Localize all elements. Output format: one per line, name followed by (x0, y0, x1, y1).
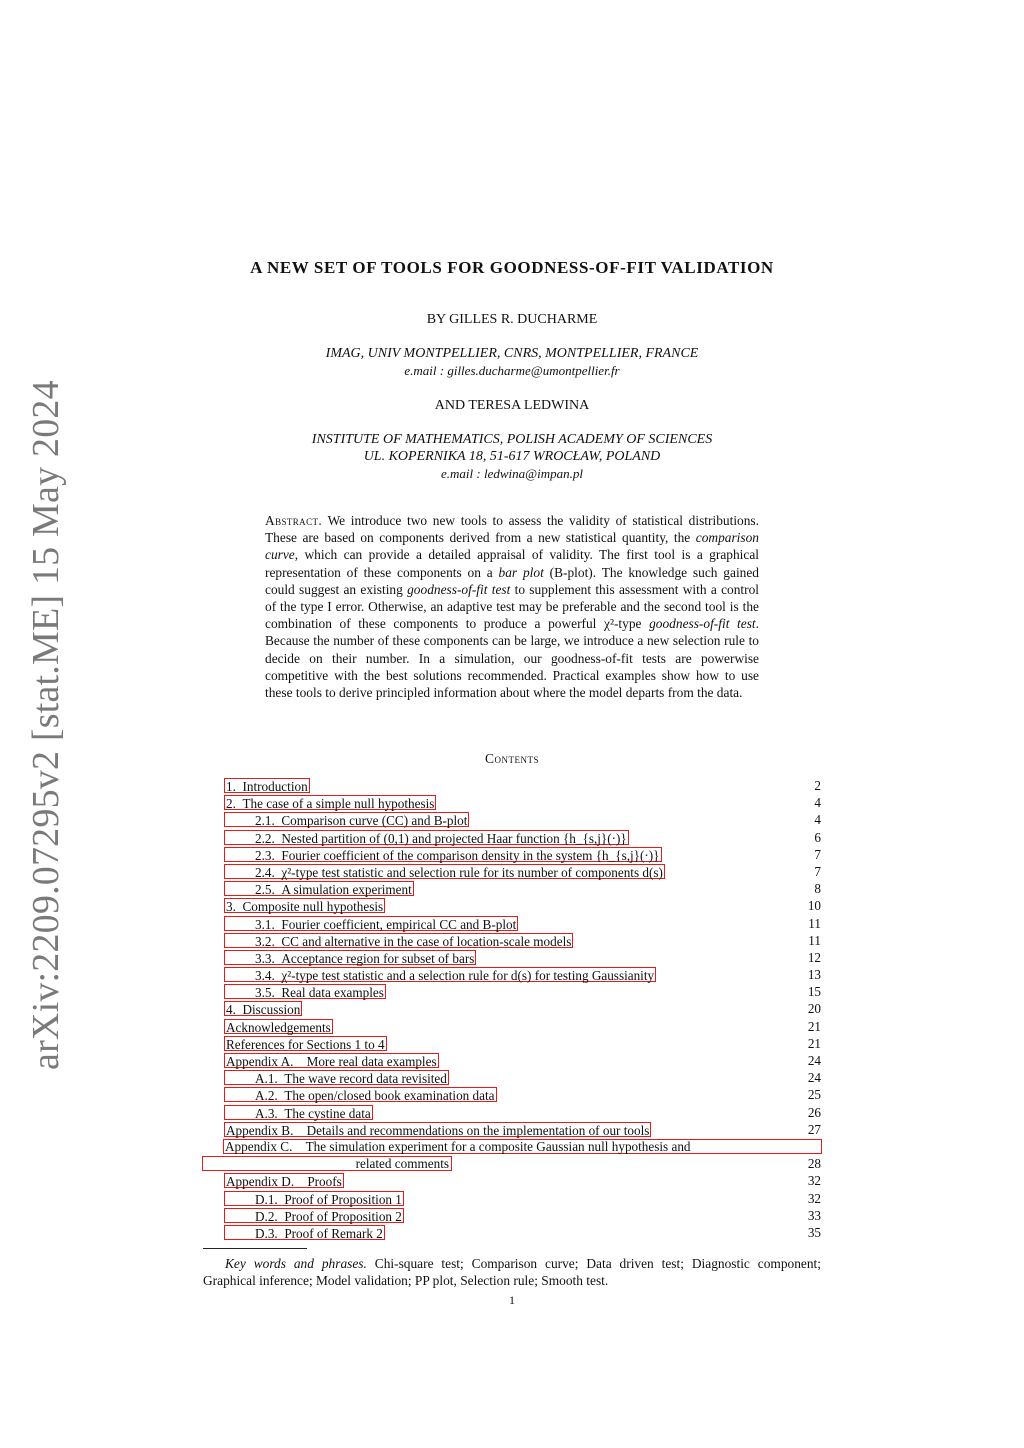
toc-page: 20 (807, 1001, 821, 1017)
toc-row (203, 794, 821, 811)
toc-number: 3.2. (255, 933, 275, 949)
toc-row (203, 829, 821, 846)
toc-row (203, 1069, 821, 1086)
affiliation-2a: INSTITUTE OF MATHEMATICS, POLISH ACADEMY OF SCIENCES (311, 432, 713, 447)
toc-link[interactable] (224, 1036, 387, 1051)
toc-label: References for Sections 1 to 4 (226, 1036, 385, 1052)
toc-link[interactable] (224, 967, 656, 982)
toc-label: The case of a simple null hypothesis (242, 796, 435, 812)
toc-link[interactable] (224, 916, 518, 931)
toc-link[interactable] (224, 1001, 302, 1016)
toc-page: 4 (814, 795, 821, 811)
abstract-term: bar plot (498, 564, 544, 580)
keywords-text: Chi-square test; Comparison curve; Data driven test; Diagnostic component; Graphical inference; Model validation; PP plot, Selection rule; Smooth test. (203, 1256, 821, 1288)
toc-label: Fourier coefficient, empirical CC and B-plot (281, 916, 517, 932)
toc-label: χ²-type test statistic and selection rule for its number of components d(s) (281, 864, 663, 880)
keywords-lead: Key words and phrases. (225, 1256, 367, 1271)
affiliation-2b: UL. KOPERNIKA 18, 51-617 WROCŁAW, POLAND (363, 449, 661, 464)
toc-link[interactable] (224, 1173, 344, 1188)
toc-row (203, 983, 821, 1000)
toc-page: 6 (814, 829, 821, 845)
toc-link[interactable] (224, 812, 469, 827)
toc-link[interactable] (224, 898, 385, 913)
toc-number: 1. (226, 779, 236, 794)
toc-label: Discussion (242, 1002, 301, 1018)
author-1: BY GILLES R. DUCHARME (426, 312, 598, 327)
toc-page: 12 (807, 949, 821, 965)
toc-page: 11 (808, 915, 821, 931)
toc-row (203, 1207, 821, 1224)
toc-page: 13 (807, 967, 821, 983)
toc-link[interactable] (224, 847, 662, 862)
toc-number: 2.2. (255, 830, 275, 846)
toc-row (203, 949, 821, 966)
toc-label: Fourier coefficient of the comparison density in the system {h_{s,j}(·)} (281, 847, 660, 863)
toc-label: Composite null hypothesis (242, 899, 384, 915)
toc-page: 2 (814, 778, 821, 793)
toc-page: 33 (807, 1207, 821, 1223)
toc-row (203, 1224, 821, 1241)
toc-number: 3. (226, 899, 236, 915)
toc-row (203, 846, 821, 863)
toc-page: 32 (807, 1190, 821, 1206)
toc-number: D.1. (255, 1191, 278, 1207)
keywords (203, 1255, 821, 1289)
toc-number: 2.4. (255, 864, 275, 880)
toc-row (203, 777, 821, 794)
toc-label: A simulation experiment (281, 882, 412, 898)
toc-page: 7 (814, 863, 821, 879)
toc-link[interactable] (224, 1087, 497, 1102)
toc-label: CC and alternative in the case of location-scale models (281, 933, 572, 949)
toc-page: 4 (814, 812, 821, 828)
toc-row (203, 1104, 821, 1121)
toc-number: Appendix D. (226, 1174, 295, 1190)
toc-link[interactable] (224, 950, 476, 965)
toc-row (203, 1138, 821, 1172)
toc-row (203, 1035, 821, 1052)
toc-row (203, 863, 821, 880)
toc-row (203, 1172, 821, 1189)
email-2: e.mail : ledwina@impan.pl (441, 466, 583, 481)
author-2: AND TERESA LEDWINA (434, 398, 590, 413)
toc-label: Comparison curve (CC) and B-plot (281, 813, 468, 829)
toc-number: D.2. (255, 1208, 278, 1224)
affiliation-1: IMAG, UNIV MONTPELLIER, CNRS, MONTPELLIER, FRANCE (325, 346, 699, 361)
toc-label: χ²-type test statistic and a selection rule for d(s) for testing Gaussianity (281, 968, 655, 984)
toc-label: The open/closed book examination data (284, 1088, 495, 1104)
toc-label: Proof of Proposition 1 (284, 1191, 402, 1207)
toc-row (203, 1000, 821, 1017)
toc-row (203, 1018, 821, 1035)
toc-link[interactable] (224, 1019, 333, 1034)
toc-label: The wave record data revisited (284, 1071, 447, 1087)
toc-link[interactable] (224, 1105, 373, 1120)
toc-link[interactable] (224, 881, 414, 896)
toc-label-continued: related comments (202, 1156, 452, 1171)
toc-row (203, 1121, 821, 1138)
page-number: 1 (509, 1293, 515, 1307)
toc-row (203, 1052, 821, 1069)
toc-number: Appendix C. (225, 1138, 293, 1154)
abstract-term: comparison curve (265, 530, 759, 563)
toc-page: 15 (807, 984, 821, 1000)
abstract-term: goodness-of-fit test (649, 616, 756, 632)
toc-label: Details and recommendations on the implementation of our tools (306, 1122, 650, 1138)
toc-page: 27 (807, 1121, 821, 1137)
toc-number: 3.4. (255, 968, 275, 984)
toc-number: A.3. (255, 1105, 278, 1121)
toc-page: 10 (807, 898, 821, 914)
toc-label: More real data examples (306, 1054, 437, 1069)
toc-link[interactable] (224, 1225, 385, 1240)
abstract-heading: Abstract. (265, 513, 323, 528)
toc-label: Acknowledgements (226, 1019, 331, 1035)
toc-number: A.2. (255, 1088, 278, 1104)
toc-row (203, 915, 821, 932)
toc-link[interactable] (224, 830, 629, 845)
toc-number: 3.1. (255, 916, 275, 932)
toc-number: 3.5. (255, 985, 275, 1001)
toc-link[interactable] (224, 1070, 449, 1085)
toc-label: Acceptance region for subset of bars (281, 950, 475, 966)
toc-link[interactable] (224, 984, 386, 999)
toc-row (203, 932, 821, 949)
toc-link[interactable] (224, 1208, 404, 1223)
toc-row (203, 966, 821, 983)
toc-row (203, 1086, 821, 1103)
toc-number: 2.3. (255, 847, 275, 863)
abstract-text: , which can provide a detailed appraisal of validity. The first tool is a graphical representation of these components on a (265, 547, 759, 580)
toc-number: 3.3. (255, 950, 275, 966)
toc-link[interactable] (224, 864, 665, 879)
toc-label: Nested partition of (0,1) and projected Haar function {h_{s,j}(·)} (281, 830, 627, 846)
paper-title: A NEW SET OF TOOLS FOR GOODNESS-OF-FIT VALIDATION (250, 258, 774, 277)
abstract-text: to supplement this assessment with a control of the type I error. Otherwise, an adaptive test may be preferable and the second tool is the combination of these components to produce a powerful χ²-type (265, 581, 759, 632)
toc-link[interactable] (224, 1191, 404, 1206)
abstract-text: We introduce two new tools to assess the validity of statistical distributions. These are based on components derived from a new statistical quantity, the (265, 513, 759, 546)
toc-page: 11 (808, 932, 821, 948)
toc-label: Proofs (307, 1174, 342, 1190)
toc-row (203, 811, 821, 828)
toc-row (203, 897, 821, 914)
toc-number: 2.5. (255, 882, 275, 898)
contents-heading: Contents (484, 751, 539, 766)
toc-page: 7 (814, 846, 821, 862)
toc-number: 2. (226, 796, 236, 812)
toc-link[interactable] (224, 795, 436, 810)
toc-page: 32 (807, 1173, 821, 1189)
abstract-text: . Because the number of these components can be large, we introduce a new selection rule to decide on their number. In a simulation, our goodness-of-fit tests are powerwise competitive with the best solutions recommended. Practical examples show how to use these tools to derive principled information about where the model departs from the data. (265, 616, 759, 701)
toc-label: Proof of Proposition 2 (284, 1208, 402, 1224)
abstract (265, 512, 759, 701)
toc-page: 21 (807, 1035, 821, 1051)
toc-page: 25 (807, 1087, 821, 1103)
toc-label: Proof of Remark 2 (284, 1225, 383, 1241)
toc-label: Real data examples (281, 985, 384, 1001)
toc-number: 2.1. (255, 813, 275, 829)
toc-page: 24 (807, 1070, 821, 1086)
toc-number: A.1. (255, 1071, 278, 1087)
toc-page: 28 (807, 1155, 821, 1171)
arxiv-identifier: arXiv:2209.07295v2 [stat.ME] 15 May 2024 (25, 380, 67, 1070)
toc-number: Appendix B. (226, 1122, 294, 1138)
abstract-term: goodness-of-fit test (407, 581, 511, 597)
toc-row (203, 1190, 821, 1207)
toc-number: 4. (226, 1002, 236, 1018)
table-of-contents (203, 777, 821, 1241)
toc-label: Introduction (242, 779, 308, 794)
toc-link[interactable] (224, 1053, 439, 1068)
toc-link[interactable] (224, 1122, 651, 1137)
toc-link[interactable] (224, 933, 573, 948)
toc-link[interactable] (224, 778, 310, 793)
toc-page: 26 (807, 1104, 821, 1120)
toc-label: The cystine data (284, 1105, 371, 1121)
toc-label: The simulation experiment for a composite Gaussian null hypothesis and (305, 1138, 691, 1154)
toc-number: Appendix A. (226, 1054, 294, 1069)
toc-number: D.3. (255, 1225, 278, 1241)
toc-page: 8 (814, 881, 821, 897)
footnote-rule (203, 1248, 307, 1249)
toc-page: 21 (807, 1018, 821, 1034)
email-1: e.mail : gilles.ducharme@umontpellier.fr (404, 363, 620, 378)
abstract-text: (B-plot). The knowledge such gained could suggest an existing (265, 564, 759, 597)
toc-row (203, 880, 821, 897)
toc-link-appendix-c[interactable] (202, 1139, 822, 1171)
toc-page: 24 (807, 1053, 821, 1068)
toc-page: 35 (807, 1224, 821, 1240)
